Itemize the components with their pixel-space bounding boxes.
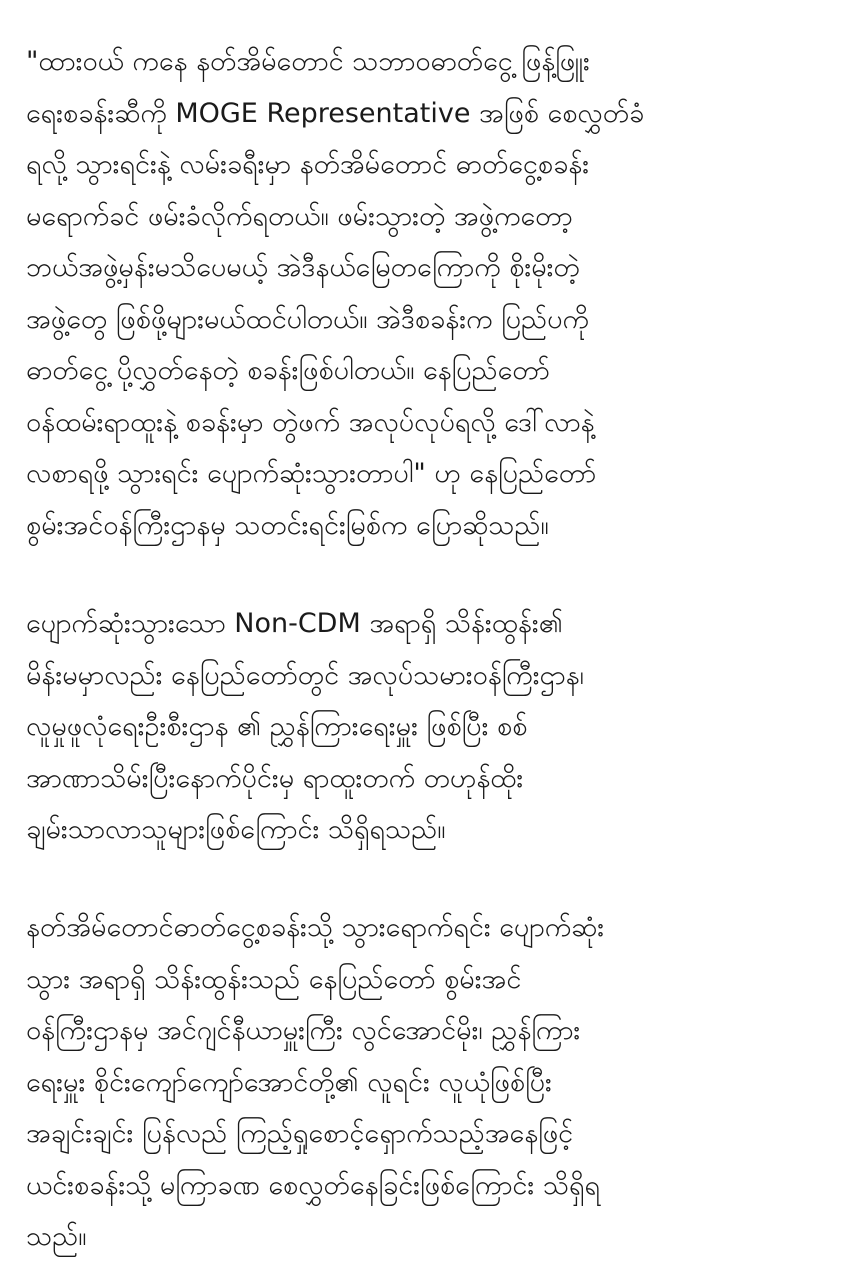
text-line: ဝန်ကြီးဌာနမှ အင်ဂျင်နီယာမှူးကြီး လွင်အောင်မိုး၊ ညွှန်ကြား [26,1015,581,1046]
text-line: မရောက်ခင် ဖမ်းခံလိုက်ရတယ်။ ဖမ်းသွားတဲ့ အဖွဲ့ကတော့ [26,200,573,232]
text-line: ဓာတ်ငွေ့ ပို့လွှတ်နေတဲ့ စခန်းဖြစ်ပါတယ်။ နေပြည်တော် [26,355,550,386]
text-line: စွမ်းအင်ဝန်ကြီးဌာနမှ သတင်းရင်းမြစ်က ပြောဆိုသည်။ [26,509,549,541]
text-line: မိန်းမမှာလည်း နေပြည်တော်တွင် အလုပ်သမားဝန်ကြီးဌာန၊ [26,659,584,691]
text-line: အချင်းချင်း ပြန်လည် ကြည့်ရှုစောင့်ရှောက်သည့်အနေဖြင့် [26,1118,574,1149]
text-line: သည်။ [26,1221,87,1252]
text-line: ယင်းစခန်းသို့ မကြာခဏ စေလွှတ်နေခြင်းဖြစ်ကြောင်း သိရှိရ [26,1169,600,1201]
text-line: နတ်အိမ်တောင်ဓာတ်ငွေ့စခန်းသို့ သွားရောက်ရင်း ပျောက်ဆုံး [26,912,605,943]
text-line: ဝန်ထမ်းရာထူးနဲ့ စခန်းမှာ တွဲဖက် အလုပ်လုပ်ရလို့ ဒေါ်လာနဲ့ [26,406,595,438]
text-line: "ထားဝယ် ကနေ နတ်အိမ်တောင် သဘာဝဓာတ်ငွေ့ ဖြန့်ဖြူး [26,46,590,77]
text-line: ဘယ်အဖွဲ့မှန်းမသိပေမယ့် အဲဒီနယ်မြေတကြောကို စိုးမိုးတဲ့ [26,252,580,283]
text-line: လူမှုဖူလုံရေးဦးစီးဌာန ၏ ညွှန်ကြားရေးမှူး ဖြစ်ပြီး စစ် [26,711,528,742]
text-line: အာဏာသိမ်းပြီးနောက်ပိုင်းမှ ရာထူးတက် တဟုန်ထိုး [26,762,524,794]
paragraph-spouse [26,598,846,856]
text-line: အဖွဲ့တွေ ဖြစ်ဖို့များမယ်ထင်ပါတယ်။ အဲဒီစခန်းက ပြည်ပကို [26,303,589,335]
text-line: ရေးစခန်းဆီကို MOGE Representative အဖြစ် စေလွှတ်ခံ [26,97,645,129]
text-line: ချမ်းသာလာသူများဖြစ်ကြောင်း သိရှိရသည်။ [26,814,446,845]
paragraph-quote [26,36,846,551]
text-line: ရလို့ သွားရင်းနဲ့ လမ်းခရီးမှာ နတ်အိမ်တောင် ဓာတ်ငွေ့စခန်း [26,149,590,180]
text-line: ပျောက်ဆုံးသွားသော Non-CDM အရာရှိ သိန်းထွန်း၏ [26,608,563,639]
text-line: ရေးမှူး စိုင်းကျော်ကျော်အောင်တို့၏ လူရင်း လူယုံဖြစ်ပြီး [26,1066,552,1098]
paragraph-background [26,902,846,1263]
text-line: သွား အရာရှိ သိန်းထွန်းသည် နေပြည်တော် စွမ်းအင် [26,963,522,995]
text-line: လစာရဖို့ သွားရင်း ပျောက်ဆုံးသွားတာပါ" ဟု နေပြည်တော် [26,458,597,489]
